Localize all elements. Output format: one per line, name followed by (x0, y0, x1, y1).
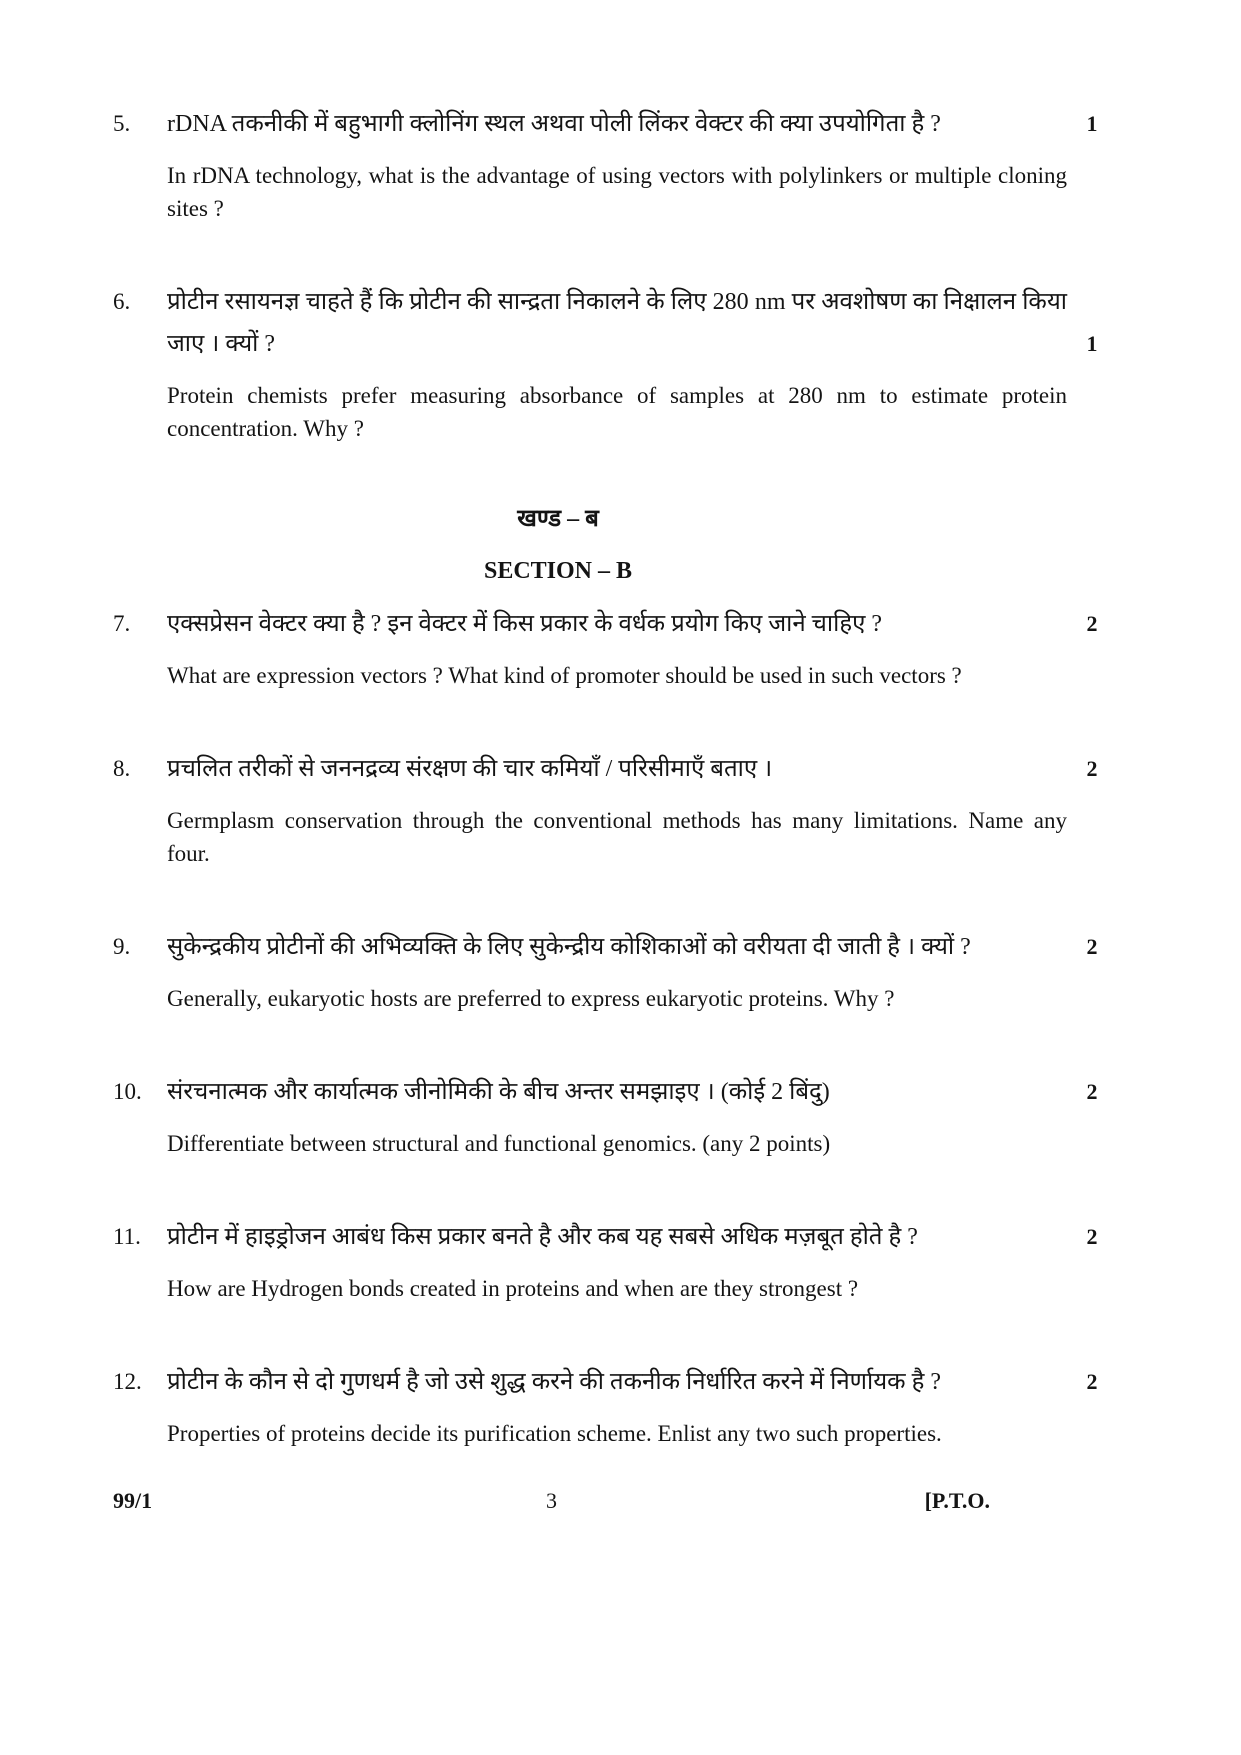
question-11 (113, 1216, 1117, 1305)
marks-value: 1 (1086, 111, 1098, 136)
section-heading-hindi: खण्ड – ब (517, 506, 599, 532)
marks-value: 1 (1086, 331, 1098, 356)
marks-value: 2 (1086, 1079, 1098, 1104)
question-text-english: Differentiate between structural and functional genomics. (any 2 points) (167, 1131, 831, 1156)
marks-value: 2 (1086, 1369, 1098, 1394)
question-8 (113, 748, 1117, 870)
marks-value: 2 (1086, 1224, 1098, 1249)
question-number: 12. (113, 1369, 142, 1394)
question-number: 10. (113, 1079, 142, 1104)
question-text-hindi: प्रोटीन के कौन से दो गुणधर्म है जो उसे शुद्ध करने की तकनीक निर्धारित करने में निर्णायक है ? (167, 1369, 941, 1395)
footer-page-number: 3 (546, 1488, 557, 1513)
question-text-hindi: rDNA तकनीकी में बहुभागी क्लोनिंग स्थल अथवा पोली लिंकर वेक्टर की क्या उपयोगिता है ? (167, 111, 941, 137)
question-text-hindi: प्रोटीन रसायनज्ञ चाहते हैं कि प्रोटीन की सान्द्रता निकालने के लिए 280 nm पर अवशोषण का निक्षालन किया जाए । क्यों ? (167, 289, 1067, 357)
section-heading-english: SECTION – B (483, 558, 633, 584)
question-number: 7. (113, 611, 131, 636)
footer-paper-code: 99/1 (113, 1488, 153, 1513)
question-text-english: How are Hydrogen bonds created in proteins and when are they strongest ? (167, 1276, 859, 1301)
question-text-english: Generally, eukaryotic hosts are preferred to express eukaryotic proteins. Why ? (167, 986, 895, 1011)
question-text-english: Properties of proteins decide its purification scheme. Enlist any two such properties. (167, 1421, 942, 1446)
question-number: 11. (113, 1224, 141, 1249)
page-content (113, 103, 1117, 1506)
question-text-hindi: एक्सप्रेसन वेक्टर क्या है ? इन वेक्टर में किस प्रकार के वर्धक प्रयोग किए जाने चाहिए ? (167, 611, 882, 637)
question-text-english: What are expression vectors ? What kind of promoter should be used in such vectors ? (167, 663, 962, 688)
question-text-english: In rDNA technology, what is the advantage of using vectors with polylinkers or multiple cloning sites ? (167, 163, 1067, 221)
question-number: 9. (113, 934, 131, 959)
question-text-hindi: प्रोटीन में हाइड्रोजन आबंध किस प्रकार बनते है और कब यह सबसे अधिक मज़बूत होते है ? (167, 1224, 918, 1250)
question-9 (113, 926, 1117, 1015)
question-12 (113, 1361, 1117, 1450)
question-6 (113, 281, 1117, 445)
question-text-english: Germplasm conservation through the conventional methods has many limitations. Name any four. (167, 808, 1067, 866)
question-text-english: Protein chemists prefer measuring absorbance of samples at 280 nm to estimate protein concentration. Why ? (167, 383, 1067, 441)
question-7 (113, 603, 1117, 692)
question-text-hindi: सुकेन्द्रकीय प्रोटीनों की अभिव्यक्ति के लिए सुकेन्द्रीय कोशिकाओं को वरीयता दी जाती है । क्यों ? (167, 934, 971, 960)
question-5 (113, 103, 1117, 225)
marks-value: 2 (1086, 756, 1098, 781)
question-number: 8. (113, 756, 131, 781)
question-text-hindi: संरचनात्मक और कार्यात्मक जीनोमिकी के बीच अन्तर समझाइए । (कोई 2 बिंदु) (167, 1079, 830, 1105)
section-heading (113, 501, 1117, 589)
footer-pto-label: [P.T.O. (924, 1488, 990, 1513)
marks-value: 2 (1086, 611, 1098, 636)
question-number: 6. (113, 289, 131, 314)
question-number: 5. (113, 111, 131, 136)
question-10 (113, 1071, 1117, 1160)
question-text-hindi: प्रचलित तरीकों से जननद्रव्य संरक्षण की चार कमियाँ / परिसीमाएँ बताए । (167, 756, 773, 782)
marks-value: 2 (1086, 934, 1098, 959)
